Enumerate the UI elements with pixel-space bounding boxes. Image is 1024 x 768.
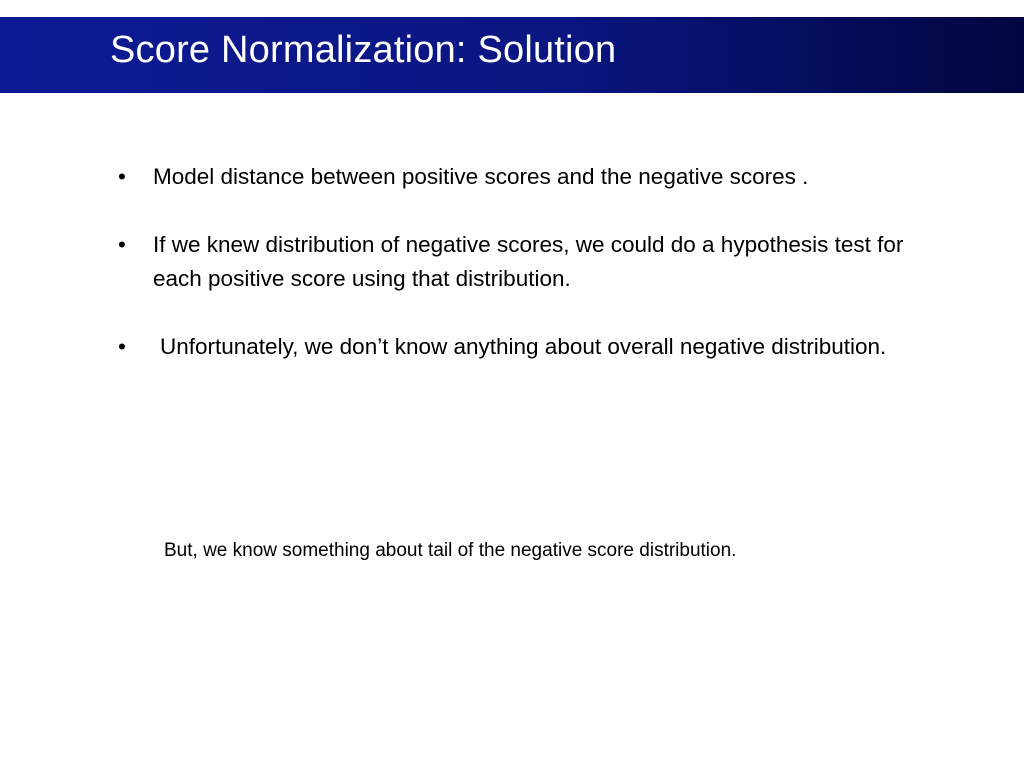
bullet-item [118, 330, 908, 364]
bullet-marker: • [118, 334, 126, 359]
bullet-item [118, 228, 908, 296]
bullet-text: Unfortunately, we don’t know anything about overall negative distribution. [160, 334, 887, 359]
footnote-text: But, we know something about tail of the negative score distribution. [164, 540, 737, 561]
bullet-text: Model distance between positive scores and the negative scores . [153, 164, 809, 189]
bullet-text: If we knew distribution of negative scores, we could do a hypothesis test for each positive score using that distribution. [153, 232, 904, 291]
bullet-marker: • [118, 164, 126, 189]
slide-title: Score Normalization: Solution [110, 29, 617, 71]
bullet-marker: • [118, 232, 126, 257]
bullet-item [118, 160, 908, 194]
bullet-list [118, 160, 908, 364]
title-bar [0, 17, 1024, 93]
